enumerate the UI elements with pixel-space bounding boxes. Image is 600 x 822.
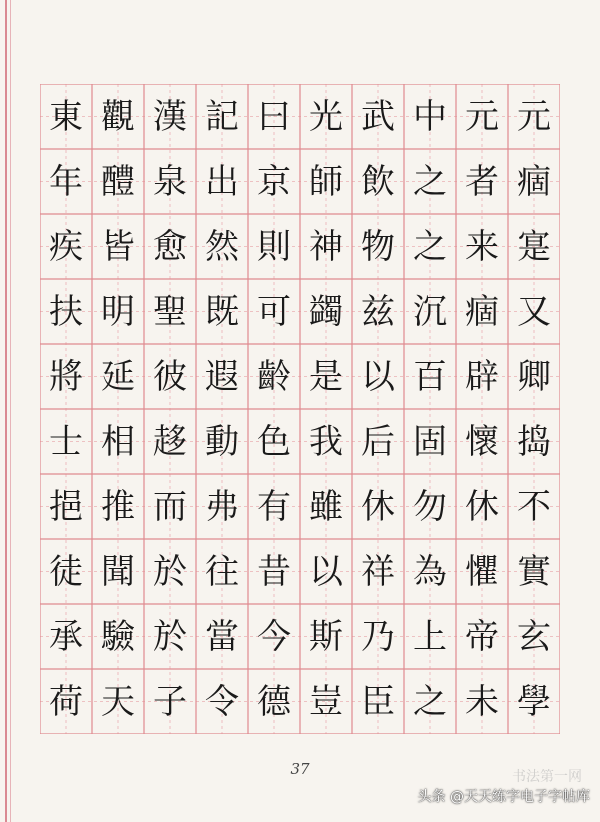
- character-cell: 京: [257, 161, 291, 202]
- character-cell: 休: [465, 486, 499, 527]
- character-cell: 徒: [49, 551, 83, 592]
- character-cell: 后: [361, 421, 395, 462]
- character-cell: 兹: [361, 291, 395, 332]
- character-cell: 勿: [413, 486, 447, 527]
- character-cell: 挹: [49, 486, 83, 527]
- character-cell: 之: [413, 681, 447, 722]
- character-cell: 光: [309, 96, 343, 137]
- character-cell: 以: [361, 356, 395, 397]
- character-cell: 師: [309, 161, 343, 202]
- character-cell: 上: [413, 616, 447, 657]
- character-cell: 神: [309, 226, 343, 267]
- character-cell: 令: [205, 681, 239, 722]
- character-cell: 往: [205, 551, 239, 592]
- character-cell: 武: [361, 96, 395, 137]
- character-cell: 乃: [361, 616, 395, 657]
- character-cell: 百: [413, 356, 447, 397]
- character-cell: 玄: [517, 616, 551, 657]
- character-cell: 懼: [465, 551, 499, 592]
- character-cell: 色: [257, 421, 291, 462]
- character-cell: 齡: [257, 356, 291, 397]
- character-cell: 皆: [101, 226, 135, 267]
- character-cell: 之: [413, 161, 447, 202]
- character-cell: 昔: [257, 551, 291, 592]
- character-cell: 帝: [465, 616, 499, 657]
- character-cell: 將: [49, 356, 83, 397]
- character-cell: 沉: [413, 291, 447, 332]
- character-cell: 又: [517, 291, 551, 332]
- character-cell: 疾: [49, 226, 83, 267]
- character-cell: 於: [153, 616, 187, 657]
- character-cell: 辟: [465, 356, 499, 397]
- character-cell: 懷: [465, 421, 499, 462]
- character-cell: 德: [257, 681, 291, 722]
- character-cell: 可: [257, 291, 291, 332]
- character-cell: 痼: [517, 161, 551, 202]
- character-cell: 而: [153, 486, 187, 527]
- character-cell: 士: [49, 421, 83, 462]
- character-cell: 明: [101, 291, 135, 332]
- character-cell: 既: [205, 291, 239, 332]
- character-cell: 豈: [309, 681, 343, 722]
- character-cell: 彼: [153, 356, 187, 397]
- character-cell: 承: [49, 616, 83, 657]
- character-cell: 延: [101, 356, 135, 397]
- page-number: 37: [290, 760, 310, 778]
- character-cell: 是: [309, 356, 343, 397]
- character-cell: 我: [309, 421, 343, 462]
- character-cell: 臣: [361, 681, 395, 722]
- character-cell: 實: [517, 551, 551, 592]
- page-border-line-inner: [10, 0, 11, 822]
- character-cell: 相: [101, 421, 135, 462]
- character-cell: 為: [413, 551, 447, 592]
- character-cell: 觀: [101, 96, 135, 137]
- character-cell: 遐: [205, 356, 239, 397]
- character-cell: 中: [413, 96, 447, 137]
- character-cell: 於: [153, 551, 187, 592]
- character-grid: [40, 84, 560, 734]
- page-border-line: [5, 0, 7, 822]
- character-cell: 蠲: [309, 291, 343, 332]
- character-cell: 曰: [257, 96, 291, 137]
- character-cell: 記: [205, 96, 239, 137]
- character-cell: 捣: [517, 421, 551, 462]
- character-cell: 来: [465, 226, 499, 267]
- character-cell: 雖: [309, 486, 343, 527]
- character-cell: 當: [205, 616, 239, 657]
- character-cell: 之: [413, 226, 447, 267]
- character-cell: 則: [257, 226, 291, 267]
- watermark-text: 头条 @天天练字电子字帖库: [417, 789, 590, 805]
- character-cell: 元: [517, 96, 551, 137]
- character-cell: 元: [465, 96, 499, 137]
- character-cell: 有: [257, 486, 291, 527]
- watermark-faint: 书法第一网: [512, 769, 582, 785]
- character-cell: 不: [517, 486, 551, 527]
- character-cell: 年: [49, 161, 83, 202]
- character-cell: 扶: [49, 291, 83, 332]
- character-cell: 然: [205, 226, 239, 267]
- character-cell: 今: [257, 616, 291, 657]
- character-cell: 物: [361, 226, 395, 267]
- character-cell: 者: [465, 161, 499, 202]
- character-cell: 聞: [101, 551, 135, 592]
- character-cell: 醴: [101, 161, 135, 202]
- character-cell: 斯: [309, 616, 343, 657]
- character-cell: 東: [49, 96, 83, 137]
- character-cell: 弗: [205, 486, 239, 527]
- character-cell: 泉: [153, 161, 187, 202]
- character-cell: 出: [205, 161, 239, 202]
- character-cell: 未: [465, 681, 499, 722]
- character-cell: 痼: [465, 291, 499, 332]
- character-cells: [40, 84, 560, 734]
- character-cell: 祥: [361, 551, 395, 592]
- character-cell: 學: [517, 681, 551, 722]
- character-cell: 固: [413, 421, 447, 462]
- character-cell: 趍: [153, 421, 187, 462]
- character-cell: 子: [153, 681, 187, 722]
- character-cell: 漢: [153, 96, 187, 137]
- character-cell: 以: [309, 551, 343, 592]
- character-cell: 休: [361, 486, 395, 527]
- character-cell: 推: [101, 486, 135, 527]
- character-cell: 寔: [517, 226, 551, 267]
- character-cell: 動: [205, 421, 239, 462]
- character-cell: 荷: [49, 681, 83, 722]
- character-cell: 聖: [153, 291, 187, 332]
- character-cell: 天: [101, 681, 135, 722]
- character-cell: 驗: [101, 616, 135, 657]
- character-cell: 飲: [361, 161, 395, 202]
- character-cell: 愈: [153, 226, 187, 267]
- character-cell: 卿: [517, 356, 551, 397]
